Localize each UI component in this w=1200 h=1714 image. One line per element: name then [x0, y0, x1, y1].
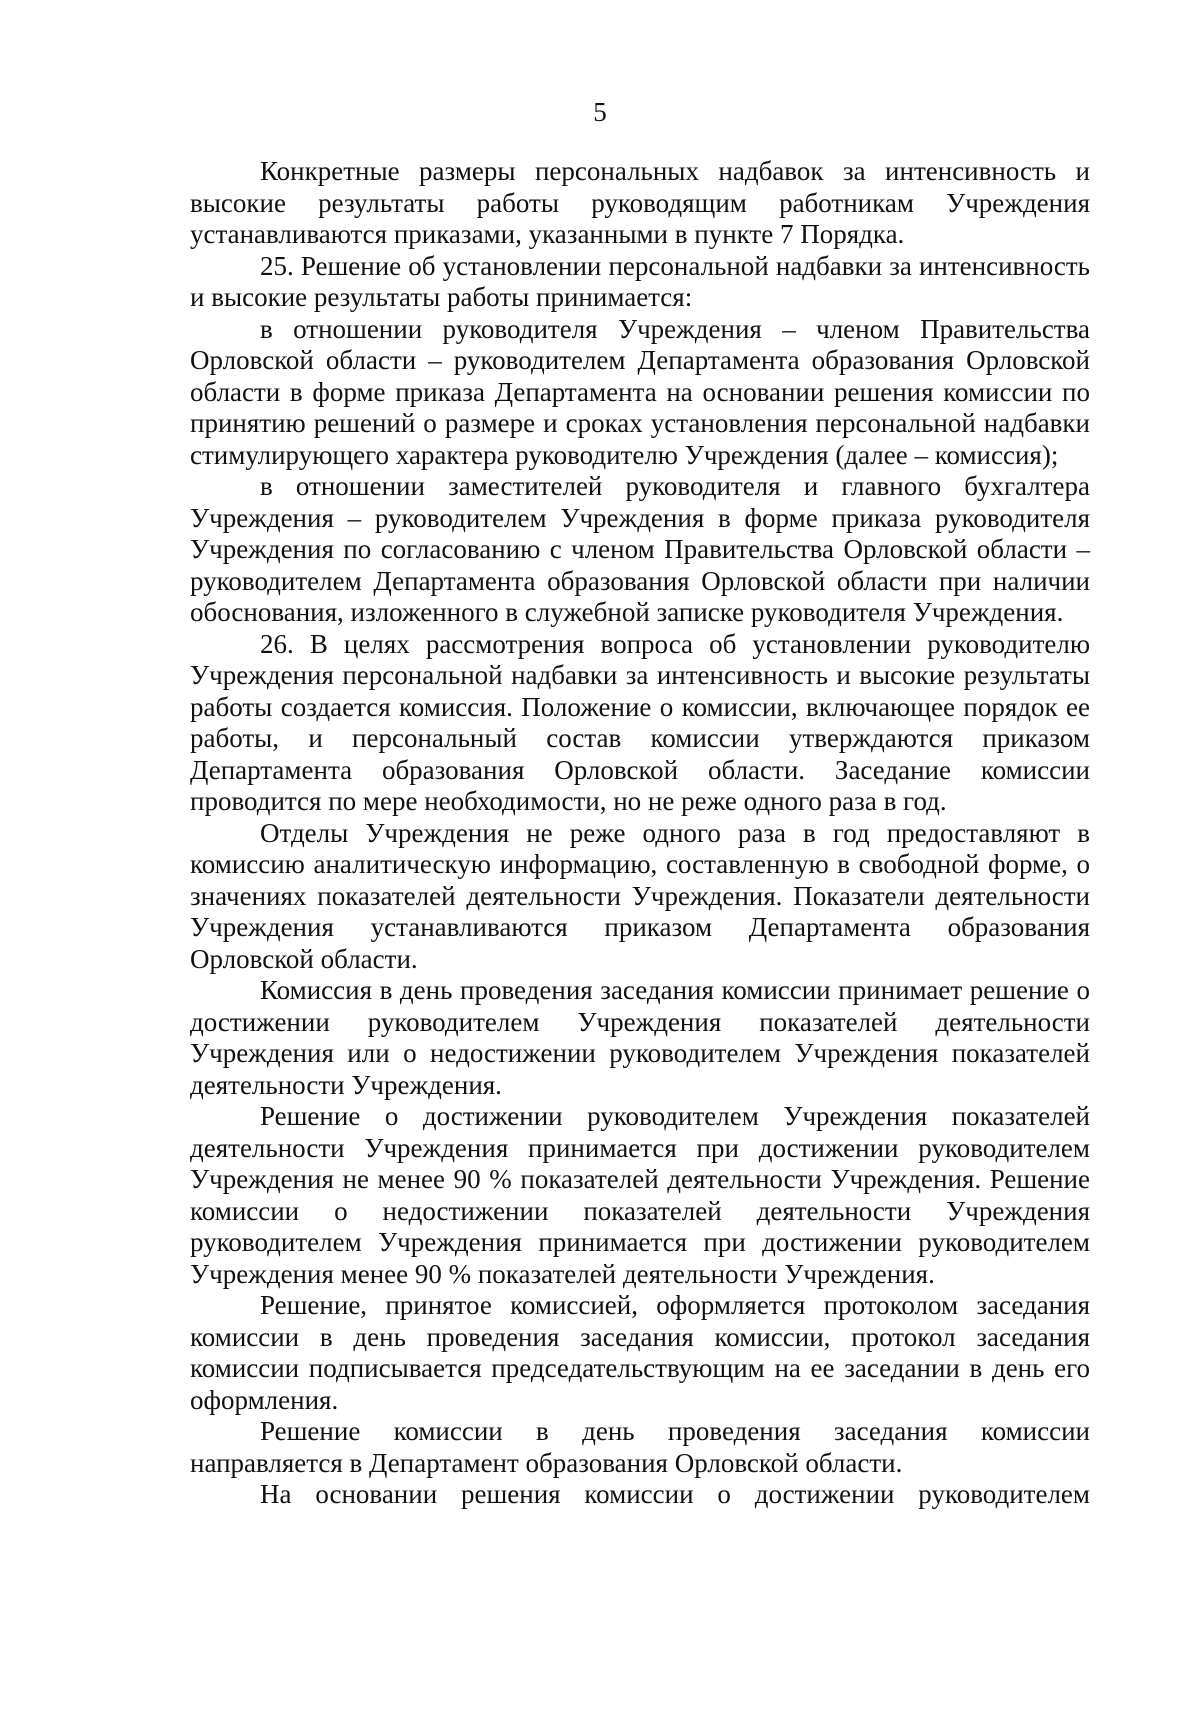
- paragraph: Решение, принятое комиссией, оформляется протоколом заседания комиссии в день проведения заседания комиссии, протокол заседания комиссии подписывается председательствующим на ее заседании в день его оформления.: [190, 1290, 1090, 1415]
- paragraph: 25. Решение об установлении персональной надбавки за интенсивность и высокие результаты работы принимается:: [190, 250, 1090, 312]
- paragraph: Конкретные размеры персональных надбавок за интенсивность и высокие результаты работы руководящим работникам Учреждения устанавливаются приказами, указанными в пункте 7 Порядка.: [190, 156, 1090, 249]
- document-body: [190, 156, 1090, 1511]
- paragraph: 26. В целях рассмотрения вопроса об установлении руководителю Учреждения персональной надбавки за интенсивность и высокие результаты работы создается комиссия. Положение о комиссии, включающее порядок ее работы, и персональный состав комиссии утверждаются приказом Департамента образования Орловской области. Заседание комиссии проводится по мере необходимости, но не реже одного раза в год.: [190, 628, 1090, 816]
- paragraph: в отношении руководителя Учреждения – членом Правительства Орловской области – руководителем Департамента образования Орловской области в форме приказа Департамента на основании решения комиссии по принятию решений о размере и сроках установления персональной надбавки стимулирующего характера руководителю Учреждения (далее – комиссия);: [190, 313, 1090, 470]
- paragraph: в отношении заместителей руководителя и главного бухгалтера Учреждения – руководителем Учреждения в форме приказа руководителя Учреждения по согласованию с членом Правительства Орловской области – руководителем Департамента образования Орловской области при наличии обоснования, изложенного в служебной записке руководителя Учреждения.: [190, 471, 1090, 627]
- paragraph: Решение о достижении руководителем Учреждения показателей деятельности Учреждения принимается при достижении руководителем Учреждения не менее 90 % показателей деятельности Учреждения. Решение комиссии о недостижении показателей деятельности Учреждения руководителем Учреждения принимается при достижении руководителем Учреждения менее 90 % показателей деятельности Учреждения.: [190, 1101, 1090, 1289]
- paragraph: Решение комиссии в день проведения заседания комиссии направляется в Департамент образования Орловской области.: [190, 1416, 1090, 1478]
- paragraph: Отделы Учреждения не реже одного раза в год предоставляют в комиссию аналитическую информацию, составленную в свободной форме, о значениях показателей деятельности Учреждения. Показатели деятельности Учреждения устанавливаются приказом Департамента образования Орловской области.: [190, 817, 1090, 974]
- page-number: 5: [593, 97, 607, 127]
- paragraph: Комиссия в день проведения заседания комиссии принимает решение о достижении руководителем Учреждения показателей деятельности Учреждения или о недостижении руководителем Учреждения показателей деятельности Учреждения.: [190, 975, 1090, 1100]
- paragraph: На основании решения комиссии о достижении руководителем: [260, 1479, 1090, 1509]
